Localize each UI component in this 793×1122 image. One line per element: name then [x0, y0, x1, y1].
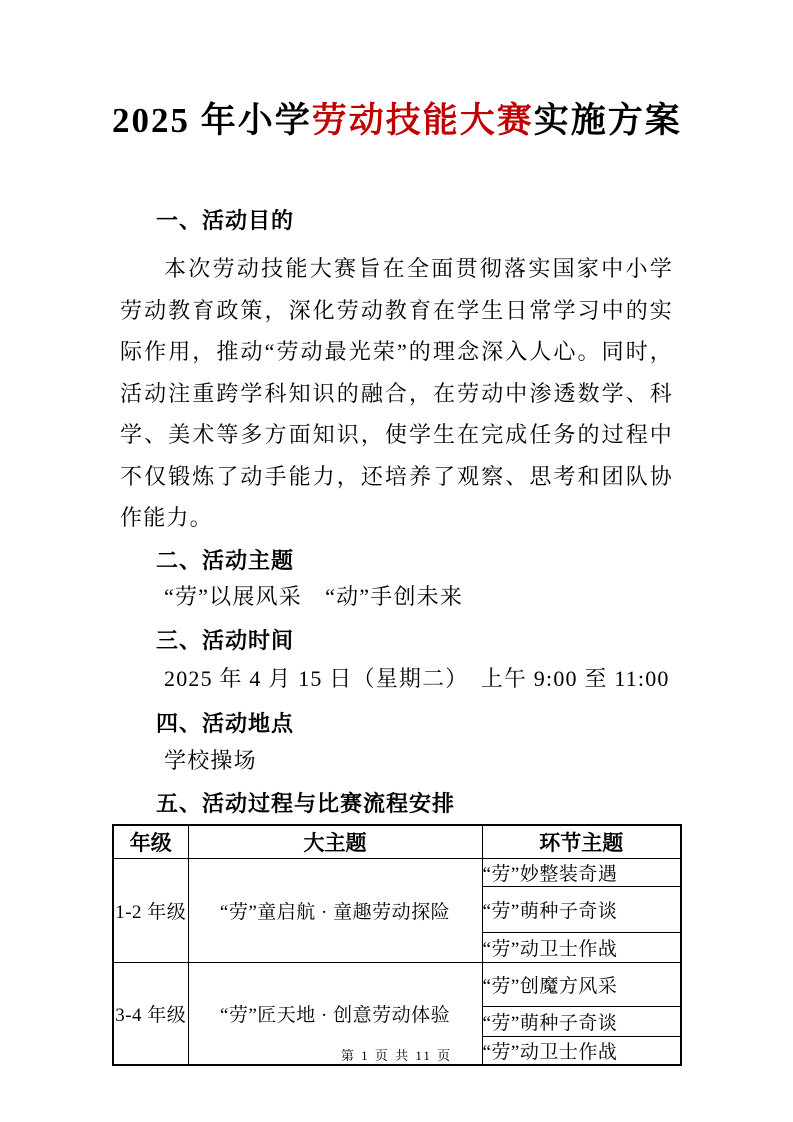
section-heading-3-time: 三、活动时间 [156, 627, 295, 653]
stage-cell: “劳”创魔方风采 [482, 962, 681, 1006]
table-header-grade: 年级 [113, 825, 188, 859]
activity-theme-text: “劳”以展风采 “动”手创未来 [164, 583, 464, 609]
title-segment-black-2: 实施方案 [533, 101, 682, 140]
competition-flow-table [112, 824, 682, 1066]
section-heading-5-process: 五、活动过程与比赛流程安排 [156, 790, 456, 816]
grade-cell-3-4: 3-4 年级 [113, 962, 188, 1065]
activity-time-text: 2025 年 4 月 15 日（星期二） 上午 9:00 至 11:00 [164, 665, 670, 691]
theme-cell-1-2: “劳”童启航 · 童趣劳动探险 [188, 858, 482, 962]
stage-cell: “劳”动卫士作战 [482, 1036, 681, 1065]
table-header-theme: 大主题 [188, 825, 482, 859]
activity-place-text: 学校操场 [164, 747, 257, 773]
stage-cell: “劳”萌种子奇谈 [482, 886, 681, 932]
grade-cell-1-2: 1-2 年级 [113, 858, 188, 962]
section-heading-4-place: 四、活动地点 [156, 710, 295, 736]
document-title [112, 97, 680, 145]
section-1-paragraph: 本次劳动技能大赛旨在全面贯彻落实国家中小学劳动教育政策，深化劳动教育在学生日常学习中的实际作用，推动“劳动最光荣”的理念深入人心。同时，活动注重跨学科知识的融合，在劳动中渗透数学、科学、美术等多方面知识，使学生在完成任务的过程中不仅锻炼了动手能力，还培养了观察、思考和团队协作能力。 [120, 256, 673, 530]
title-segment-red: 劳动技能大赛 [311, 101, 534, 140]
stage-cell: “劳”动卫士作战 [482, 932, 681, 962]
table-row [113, 962, 681, 1006]
section-heading-2-theme: 二、活动主题 [156, 547, 295, 573]
table-row [113, 858, 681, 886]
page-footer: 第 1 页 共 11 页 [340, 1048, 453, 1063]
stage-cell: “劳”妙整装奇遇 [482, 858, 681, 886]
title-segment-black-1: 2025 年小学 [112, 101, 312, 140]
table-header-stage: 环节主题 [482, 825, 681, 859]
section-heading-1-purpose: 一、活动目的 [156, 208, 295, 233]
table-header-row [113, 825, 681, 859]
stage-cell: “劳”萌种子奇谈 [482, 1006, 681, 1036]
theme-cell-3-4: “劳”匠天地 · 创意劳动体验 [188, 962, 482, 1065]
